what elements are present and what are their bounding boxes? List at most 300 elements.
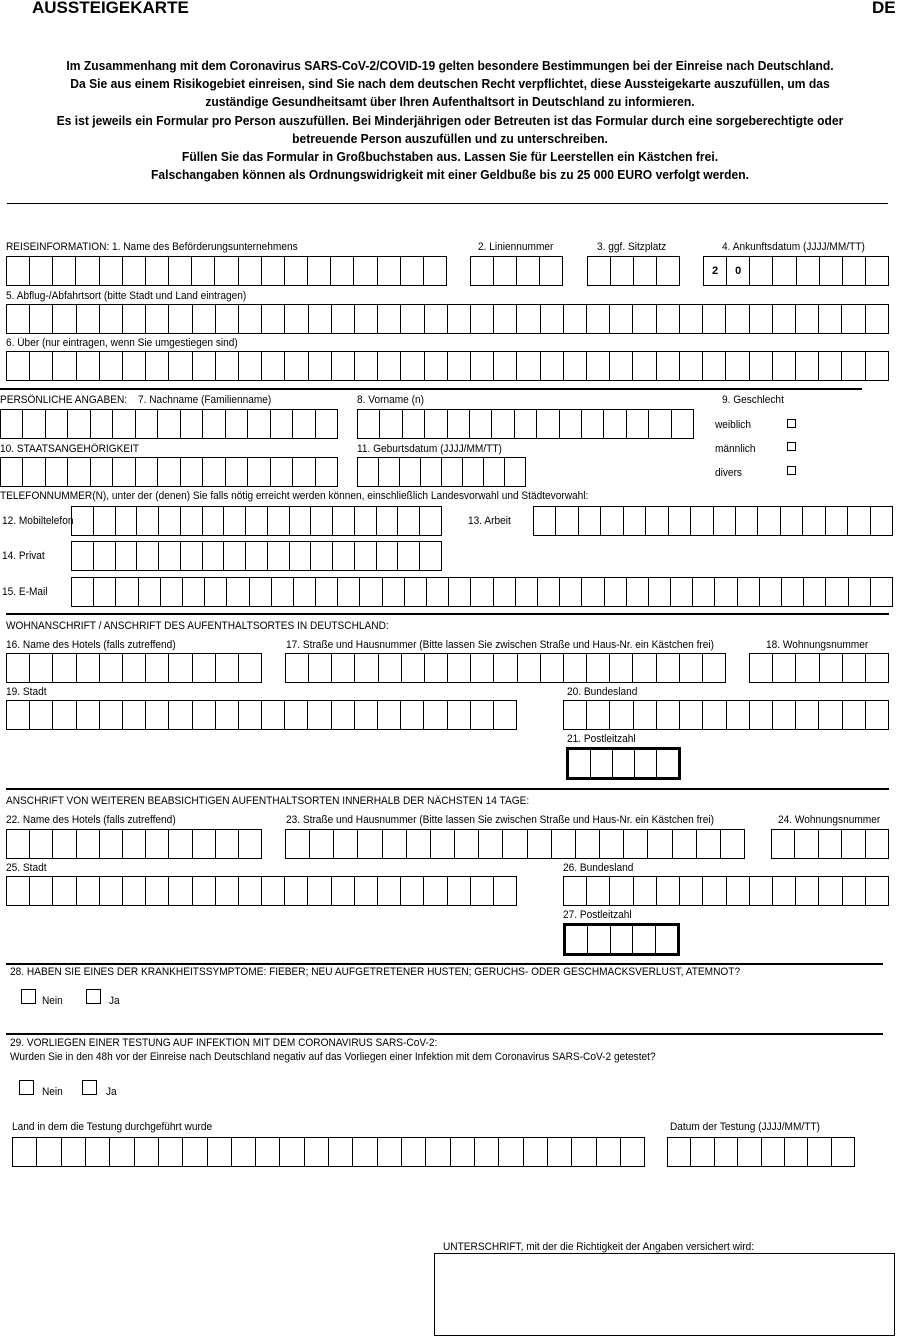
char-cell[interactable] xyxy=(581,410,603,438)
char-cell[interactable] xyxy=(377,701,400,729)
char-cell[interactable] xyxy=(115,578,137,606)
char-cell[interactable] xyxy=(802,507,824,535)
char-cell[interactable] xyxy=(238,701,261,729)
char-cell[interactable] xyxy=(865,877,888,905)
char-cell[interactable] xyxy=(493,578,515,606)
char-cell[interactable] xyxy=(145,830,168,858)
char-cell[interactable] xyxy=(231,1138,255,1166)
char-cell[interactable] xyxy=(157,410,179,438)
apartment-2-input[interactable] xyxy=(771,829,889,859)
char-cell[interactable] xyxy=(332,542,354,570)
char-cell[interactable] xyxy=(540,352,563,380)
char-cell[interactable] xyxy=(493,352,516,380)
char-cell[interactable] xyxy=(204,578,226,606)
char-cell[interactable] xyxy=(424,352,447,380)
char-cell[interactable] xyxy=(609,305,632,333)
char-cell[interactable] xyxy=(315,578,337,606)
char-cell[interactable] xyxy=(261,701,284,729)
char-cell[interactable] xyxy=(226,578,248,606)
char-cell[interactable] xyxy=(261,305,284,333)
char-cell[interactable] xyxy=(419,507,441,535)
char-cell[interactable] xyxy=(284,701,307,729)
char-cell[interactable] xyxy=(238,305,261,333)
char-cell[interactable] xyxy=(648,578,670,606)
char-cell[interactable] xyxy=(67,410,89,438)
char-cell[interactable] xyxy=(632,926,654,953)
char-cell[interactable] xyxy=(447,352,470,380)
char-cell[interactable] xyxy=(818,830,841,858)
char-cell[interactable] xyxy=(238,830,261,858)
char-cell[interactable] xyxy=(29,877,52,905)
char-cell[interactable] xyxy=(749,352,772,380)
char-cell[interactable] xyxy=(423,257,446,285)
char-cell[interactable] xyxy=(72,542,93,570)
char-cell[interactable] xyxy=(270,410,292,438)
char-cell[interactable] xyxy=(112,410,134,438)
char-cell[interactable] xyxy=(7,352,29,380)
char-cell[interactable] xyxy=(7,877,29,905)
city-2-input[interactable] xyxy=(6,876,517,906)
char-cell[interactable] xyxy=(818,701,841,729)
char-cell[interactable] xyxy=(359,578,381,606)
char-cell[interactable] xyxy=(202,410,224,438)
char-cell[interactable] xyxy=(563,352,586,380)
q28-yes-checkbox[interactable] xyxy=(86,989,101,1004)
char-cell[interactable] xyxy=(400,877,423,905)
char-cell[interactable] xyxy=(109,1138,133,1166)
char-cell[interactable] xyxy=(308,654,331,682)
char-cell[interactable] xyxy=(397,542,419,570)
char-cell[interactable] xyxy=(215,352,238,380)
street-input[interactable] xyxy=(285,653,726,683)
char-cell[interactable] xyxy=(310,507,332,535)
char-cell[interactable] xyxy=(564,877,586,905)
char-cell[interactable] xyxy=(795,352,818,380)
char-cell[interactable] xyxy=(588,257,610,285)
char-cell[interactable] xyxy=(331,654,354,682)
char-cell[interactable] xyxy=(1,458,22,486)
char-cell[interactable] xyxy=(586,877,609,905)
char-cell[interactable] xyxy=(842,877,865,905)
char-cell[interactable] xyxy=(671,410,693,438)
char-cell[interactable] xyxy=(713,507,735,535)
char-cell[interactable] xyxy=(352,1138,376,1166)
char-cell[interactable] xyxy=(841,305,864,333)
char-cell[interactable] xyxy=(270,458,292,486)
char-cell[interactable] xyxy=(842,654,865,682)
char-cell[interactable] xyxy=(145,305,168,333)
char-cell[interactable] xyxy=(656,305,679,333)
char-cell[interactable] xyxy=(286,830,309,858)
char-cell[interactable] xyxy=(564,701,586,729)
char-cell[interactable] xyxy=(279,1138,303,1166)
test-date-input[interactable] xyxy=(667,1137,855,1167)
char-cell[interactable] xyxy=(847,507,869,535)
char-cell[interactable] xyxy=(399,458,420,486)
char-cell[interactable] xyxy=(626,578,648,606)
char-cell[interactable] xyxy=(737,1138,760,1166)
char-cell[interactable] xyxy=(470,352,493,380)
date-cell[interactable]: 0 xyxy=(726,257,749,285)
line-number-input[interactable] xyxy=(470,256,563,286)
char-cell[interactable] xyxy=(192,305,215,333)
char-cell[interactable] xyxy=(261,877,284,905)
mobile-input[interactable] xyxy=(71,506,442,536)
char-cell[interactable] xyxy=(202,542,224,570)
lastname-input[interactable] xyxy=(0,409,338,439)
char-cell[interactable] xyxy=(337,578,359,606)
char-cell[interactable] xyxy=(304,1138,328,1166)
char-cell[interactable] xyxy=(145,877,168,905)
char-cell[interactable] xyxy=(293,578,315,606)
char-cell[interactable] xyxy=(609,654,632,682)
char-cell[interactable] xyxy=(516,257,539,285)
char-cell[interactable] xyxy=(85,1138,109,1166)
char-cell[interactable] xyxy=(357,830,381,858)
seat-input[interactable] xyxy=(587,256,680,286)
char-cell[interactable] xyxy=(559,578,581,606)
work-phone-input[interactable] xyxy=(533,506,893,536)
char-cell[interactable] xyxy=(261,257,284,285)
char-cell[interactable] xyxy=(714,578,736,606)
char-cell[interactable] xyxy=(633,877,656,905)
char-cell[interactable] xyxy=(354,542,376,570)
char-cell[interactable] xyxy=(469,410,491,438)
char-cell[interactable] xyxy=(537,578,559,606)
char-cell[interactable] xyxy=(145,352,168,380)
char-cell[interactable] xyxy=(586,654,609,682)
date-cell[interactable]: 2 xyxy=(712,265,719,277)
char-cell[interactable] xyxy=(138,578,160,606)
char-cell[interactable] xyxy=(207,1138,231,1166)
char-cell[interactable] xyxy=(596,1138,620,1166)
char-cell[interactable] xyxy=(848,578,870,606)
char-cell[interactable] xyxy=(702,701,725,729)
char-cell[interactable] xyxy=(112,458,134,486)
char-cell[interactable] xyxy=(354,654,377,682)
char-cell[interactable] xyxy=(447,877,470,905)
female-checkbox[interactable] xyxy=(787,419,796,428)
char-cell[interactable] xyxy=(690,1138,713,1166)
char-cell[interactable] xyxy=(215,305,238,333)
char-cell[interactable] xyxy=(498,1138,522,1166)
departure-input[interactable] xyxy=(6,304,889,334)
hotel-input[interactable] xyxy=(6,653,262,683)
char-cell[interactable] xyxy=(52,701,75,729)
char-cell[interactable] xyxy=(61,1138,85,1166)
char-cell[interactable] xyxy=(168,877,191,905)
char-cell[interactable] xyxy=(555,507,577,535)
char-cell[interactable] xyxy=(623,507,645,535)
postcode-input[interactable] xyxy=(566,747,681,780)
char-cell[interactable] xyxy=(825,578,847,606)
birthdate-input[interactable] xyxy=(357,457,526,487)
char-cell[interactable] xyxy=(578,507,600,535)
char-cell[interactable] xyxy=(735,507,757,535)
char-cell[interactable] xyxy=(470,305,493,333)
char-cell[interactable] xyxy=(523,1138,547,1166)
char-cell[interactable] xyxy=(158,1138,182,1166)
char-cell[interactable] xyxy=(168,257,191,285)
char-cell[interactable] xyxy=(563,654,586,682)
char-cell[interactable] xyxy=(134,1138,158,1166)
char-cell[interactable] xyxy=(376,507,398,535)
char-cell[interactable] xyxy=(115,542,137,570)
char-cell[interactable] xyxy=(656,750,678,777)
char-cell[interactable] xyxy=(284,352,307,380)
char-cell[interactable] xyxy=(781,578,803,606)
char-cell[interactable] xyxy=(377,1138,401,1166)
char-cell[interactable] xyxy=(575,830,599,858)
char-cell[interactable] xyxy=(632,305,655,333)
char-cell[interactable] xyxy=(420,458,441,486)
char-cell[interactable] xyxy=(122,352,145,380)
char-cell[interactable] xyxy=(656,257,679,285)
char-cell[interactable] xyxy=(633,257,656,285)
char-cell[interactable] xyxy=(534,507,555,535)
char-cell[interactable] xyxy=(483,458,504,486)
char-cell[interactable] xyxy=(29,352,52,380)
arrival-date-input[interactable] xyxy=(703,256,889,286)
char-cell[interactable] xyxy=(308,352,331,380)
char-cell[interactable] xyxy=(377,352,400,380)
char-cell[interactable] xyxy=(470,654,493,682)
char-cell[interactable] xyxy=(358,458,378,486)
char-cell[interactable] xyxy=(215,877,238,905)
char-cell[interactable] xyxy=(145,654,168,682)
char-cell[interactable] xyxy=(289,507,311,535)
char-cell[interactable] xyxy=(13,1138,36,1166)
char-cell[interactable] xyxy=(566,926,587,953)
char-cell[interactable] xyxy=(865,305,888,333)
char-cell[interactable] xyxy=(7,701,29,729)
char-cell[interactable] xyxy=(493,257,516,285)
char-cell[interactable] xyxy=(76,305,99,333)
char-cell[interactable] xyxy=(122,305,145,333)
char-cell[interactable] xyxy=(52,257,75,285)
firstname-input[interactable] xyxy=(357,409,694,439)
char-cell[interactable] xyxy=(726,877,749,905)
char-cell[interactable] xyxy=(7,654,29,682)
char-cell[interactable] xyxy=(99,305,122,333)
char-cell[interactable] xyxy=(267,542,289,570)
char-cell[interactable] xyxy=(158,507,180,535)
char-cell[interactable] xyxy=(424,410,446,438)
char-cell[interactable] xyxy=(702,654,725,682)
test-country-input[interactable] xyxy=(12,1137,645,1167)
char-cell[interactable] xyxy=(45,458,67,486)
char-cell[interactable] xyxy=(333,830,357,858)
char-cell[interactable] xyxy=(22,458,44,486)
char-cell[interactable] xyxy=(354,701,377,729)
char-cell[interactable] xyxy=(632,352,655,380)
date-cell[interactable] xyxy=(819,257,842,285)
male-checkbox[interactable] xyxy=(787,442,796,451)
char-cell[interactable] xyxy=(99,830,122,858)
char-cell[interactable] xyxy=(600,507,622,535)
char-cell[interactable] xyxy=(865,352,888,380)
char-cell[interactable] xyxy=(586,305,609,333)
char-cell[interactable] xyxy=(122,654,145,682)
char-cell[interactable] xyxy=(772,352,795,380)
diverse-checkbox[interactable] xyxy=(787,466,796,475)
char-cell[interactable] xyxy=(271,578,293,606)
char-cell[interactable] xyxy=(76,830,99,858)
char-cell[interactable] xyxy=(491,410,513,438)
char-cell[interactable] xyxy=(22,410,44,438)
char-cell[interactable] xyxy=(609,701,632,729)
char-cell[interactable] xyxy=(725,352,748,380)
char-cell[interactable] xyxy=(192,701,215,729)
char-cell[interactable] xyxy=(330,257,353,285)
apartment-input[interactable] xyxy=(749,653,889,683)
char-cell[interactable] xyxy=(377,305,400,333)
char-cell[interactable] xyxy=(286,654,308,682)
char-cell[interactable] xyxy=(328,1138,352,1166)
char-cell[interactable] xyxy=(397,507,419,535)
char-cell[interactable] xyxy=(247,458,269,486)
char-cell[interactable] xyxy=(401,654,424,682)
char-cell[interactable] xyxy=(67,458,89,486)
char-cell[interactable] xyxy=(612,750,634,777)
char-cell[interactable] xyxy=(52,877,75,905)
char-cell[interactable] xyxy=(772,305,795,333)
char-cell[interactable] xyxy=(447,305,470,333)
char-cell[interactable] xyxy=(720,830,744,858)
char-cell[interactable] xyxy=(223,507,245,535)
char-cell[interactable] xyxy=(516,305,539,333)
char-cell[interactable] xyxy=(202,458,224,486)
char-cell[interactable] xyxy=(180,507,202,535)
char-cell[interactable] xyxy=(795,877,818,905)
char-cell[interactable] xyxy=(569,750,590,777)
char-cell[interactable] xyxy=(402,410,424,438)
char-cell[interactable] xyxy=(99,877,122,905)
char-cell[interactable] xyxy=(819,654,842,682)
char-cell[interactable] xyxy=(245,542,267,570)
char-cell[interactable] xyxy=(225,410,247,438)
char-cell[interactable] xyxy=(474,1138,498,1166)
char-cell[interactable] xyxy=(609,877,632,905)
char-cell[interactable] xyxy=(358,410,379,438)
char-cell[interactable] xyxy=(284,305,307,333)
char-cell[interactable] xyxy=(377,257,400,285)
postcode-2-input[interactable] xyxy=(563,923,680,956)
date-cell[interactable] xyxy=(865,257,888,285)
char-cell[interactable] xyxy=(267,507,289,535)
char-cell[interactable] xyxy=(93,507,115,535)
char-cell[interactable] xyxy=(99,352,122,380)
char-cell[interactable] xyxy=(75,257,98,285)
char-cell[interactable] xyxy=(145,701,168,729)
char-cell[interactable] xyxy=(757,507,779,535)
char-cell[interactable] xyxy=(447,701,470,729)
char-cell[interactable] xyxy=(750,654,772,682)
char-cell[interactable] xyxy=(648,410,670,438)
char-cell[interactable] xyxy=(587,926,609,953)
char-cell[interactable] xyxy=(29,830,52,858)
char-cell[interactable] xyxy=(238,654,261,682)
char-cell[interactable] xyxy=(772,701,795,729)
char-cell[interactable] xyxy=(122,701,145,729)
char-cell[interactable] xyxy=(818,352,841,380)
char-cell[interactable] xyxy=(182,1138,206,1166)
char-cell[interactable] xyxy=(122,257,145,285)
char-cell[interactable] xyxy=(818,877,841,905)
carrier-name-input[interactable] xyxy=(6,256,447,286)
char-cell[interactable] xyxy=(749,701,772,729)
char-cell[interactable] xyxy=(379,410,401,438)
char-cell[interactable] xyxy=(307,701,330,729)
char-cell[interactable] xyxy=(493,305,516,333)
char-cell[interactable] xyxy=(135,458,157,486)
char-cell[interactable] xyxy=(668,1138,690,1166)
char-cell[interactable] xyxy=(238,352,261,380)
char-cell[interactable] xyxy=(284,877,307,905)
char-cell[interactable] xyxy=(670,578,692,606)
char-cell[interactable] xyxy=(634,750,656,777)
char-cell[interactable] xyxy=(626,410,648,438)
char-cell[interactable] xyxy=(448,578,470,606)
char-cell[interactable] xyxy=(308,305,331,333)
char-cell[interactable] xyxy=(633,701,656,729)
char-cell[interactable] xyxy=(331,305,354,333)
char-cell[interactable] xyxy=(502,830,526,858)
char-cell[interactable] xyxy=(292,410,314,438)
char-cell[interactable] xyxy=(865,654,888,682)
char-cell[interactable] xyxy=(424,305,447,333)
char-cell[interactable] xyxy=(180,410,202,438)
char-cell[interactable] xyxy=(772,830,794,858)
char-cell[interactable] xyxy=(726,701,749,729)
char-cell[interactable] xyxy=(623,830,647,858)
char-cell[interactable] xyxy=(354,305,377,333)
char-cell[interactable] xyxy=(647,830,671,858)
char-cell[interactable] xyxy=(45,410,67,438)
char-cell[interactable] xyxy=(255,1138,279,1166)
char-cell[interactable] xyxy=(581,578,603,606)
char-cell[interactable] xyxy=(450,1138,474,1166)
char-cell[interactable] xyxy=(99,257,122,285)
char-cell[interactable] xyxy=(870,507,892,535)
char-cell[interactable] xyxy=(423,877,446,905)
char-cell[interactable] xyxy=(99,654,122,682)
char-cell[interactable] xyxy=(702,352,725,380)
char-cell[interactable] xyxy=(168,654,191,682)
email-input[interactable] xyxy=(71,577,893,607)
q29-no-checkbox[interactable] xyxy=(19,1080,34,1095)
char-cell[interactable] xyxy=(99,701,122,729)
char-cell[interactable] xyxy=(192,654,215,682)
date-cell[interactable] xyxy=(749,257,772,285)
char-cell[interactable] xyxy=(29,257,52,285)
char-cell[interactable] xyxy=(136,507,158,535)
char-cell[interactable] xyxy=(818,305,841,333)
char-cell[interactable] xyxy=(539,257,562,285)
char-cell[interactable] xyxy=(424,654,447,682)
char-cell[interactable] xyxy=(655,926,677,953)
char-cell[interactable] xyxy=(76,352,99,380)
char-cell[interactable] xyxy=(559,410,581,438)
char-cell[interactable] xyxy=(551,830,575,858)
char-cell[interactable] xyxy=(795,701,818,729)
char-cell[interactable] xyxy=(76,877,99,905)
char-cell[interactable] xyxy=(7,830,29,858)
private-phone-input[interactable] xyxy=(71,541,442,571)
char-cell[interactable] xyxy=(115,507,137,535)
char-cell[interactable] xyxy=(571,1138,595,1166)
char-cell[interactable] xyxy=(7,257,29,285)
